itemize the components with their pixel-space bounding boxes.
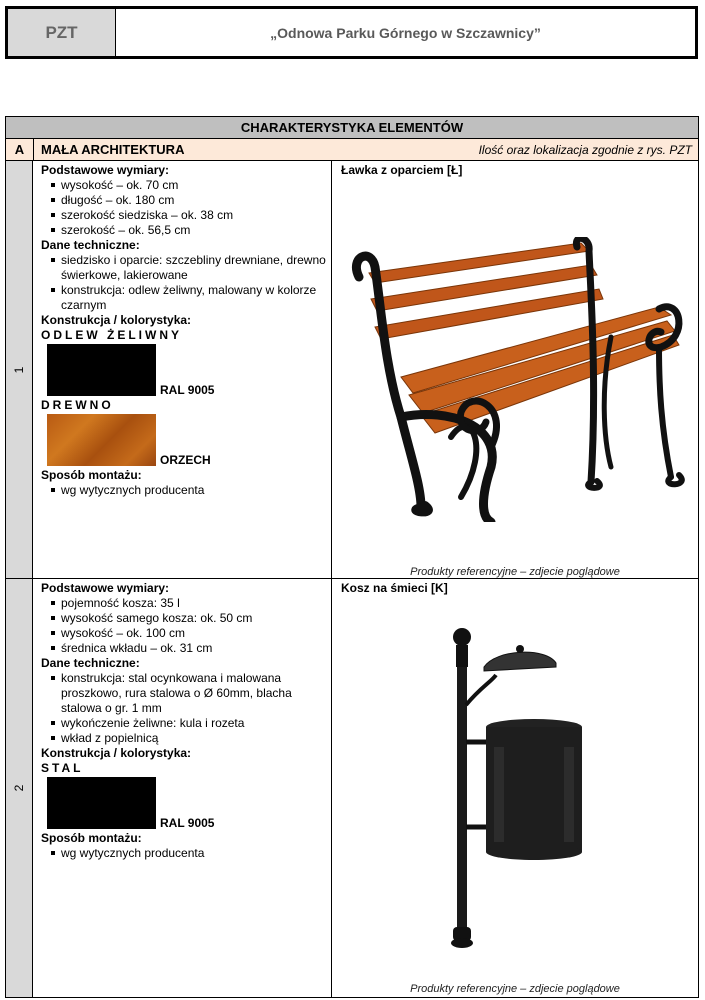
section-note: Ilość oraz lokalizacja zgodnie z rys. PZT	[478, 143, 692, 157]
mount-heading: Sposób montażu:	[41, 468, 142, 482]
material-name: STAL	[41, 761, 84, 775]
color-heading: Konstrukcja / kolorystyka:	[41, 313, 192, 327]
list-item: średnica wkładu – ok. 31 cm	[41, 641, 326, 656]
material-name: ODLEW ŻELIWNY	[41, 328, 182, 342]
row-number-cell	[6, 579, 33, 997]
project-title: „Odnowa Parku Górnego w Szczawnicy”	[270, 24, 541, 41]
color-swatch	[47, 344, 156, 396]
row-number-cell	[6, 161, 33, 578]
tech-heading: Dane techniczne:	[41, 656, 140, 670]
column-divider	[331, 161, 332, 997]
list-item: wkład z popielnicą	[41, 731, 326, 746]
color-heading: Konstrukcja / kolorystyka:	[41, 746, 192, 760]
list-item: wysokość – ok. 70 cm	[41, 178, 326, 193]
list-item: długość – ok. 180 cm	[41, 193, 326, 208]
bench-image	[341, 237, 691, 522]
dims-list	[41, 178, 326, 238]
row-number: 2	[12, 784, 26, 792]
image-caption: Produkty referencyjne – zdjecie poglądowe	[410, 983, 620, 995]
color-swatch	[47, 414, 156, 466]
dims-heading: Podstawowe wymiary:	[41, 163, 170, 177]
material-swatch-row	[47, 777, 326, 829]
bin-description	[41, 581, 326, 861]
elements-table	[5, 116, 699, 998]
bin-image	[436, 627, 586, 957]
image-caption: Produkty referencyjne – zdjecie poglądowe	[410, 566, 620, 578]
list-item: wysokość samego kosza: ok. 50 cm	[41, 611, 326, 626]
mount-list	[41, 846, 326, 861]
list-item: konstrukcja: stal ocynkowana i malowana proszkowo, rura stalowa o Ø 60mm, blacha stalowa o gr. 1 mm	[41, 671, 306, 716]
color-label: ORZECH	[160, 453, 211, 467]
dims-list	[41, 596, 326, 656]
color-swatch	[47, 777, 156, 829]
mount-heading: Sposób montażu:	[41, 831, 142, 845]
list-item: wg wytycznych producenta	[41, 483, 326, 498]
product-title: Ławka z oparciem [Ł]	[341, 163, 463, 177]
list-item: szerokość – ok. 56,5 cm	[41, 223, 326, 238]
list-item: siedzisko i oparcie: szczebliny drewniane, drewno świerkowe, lakierowane	[41, 253, 326, 283]
tech-list	[41, 253, 326, 313]
material-swatch-row	[47, 344, 326, 396]
material-swatch-row	[47, 414, 326, 466]
tech-list	[41, 671, 326, 746]
color-label: RAL 9005	[160, 816, 215, 830]
mount-list	[41, 483, 326, 498]
row-divider	[6, 578, 698, 579]
section-row	[6, 139, 698, 161]
list-item: pojemność kosza: 35 l	[41, 596, 326, 611]
list-item: szerokość siedziska – ok. 38 cm	[41, 208, 326, 223]
product-title: Kosz na śmieci [K]	[341, 581, 448, 595]
color-label: RAL 9005	[160, 383, 215, 397]
material-name: DREWNO	[41, 398, 114, 412]
drawing-code: PZT	[8, 9, 116, 56]
section-letter: A	[6, 139, 34, 160]
list-item: wg wytycznych producenta	[41, 846, 326, 861]
bench-description	[41, 163, 326, 498]
table-title: CHARAKTERYSTYKA ELEMENTÓW	[6, 117, 698, 139]
section-name: MAŁA ARCHITEKTURA	[41, 142, 185, 157]
list-item: wysokość – ok. 100 cm	[41, 626, 326, 641]
tech-heading: Dane techniczne:	[41, 238, 140, 252]
row-number: 1	[12, 366, 26, 373]
list-item: konstrukcja: odlew żeliwny, malowany w kolorze czarnym	[41, 283, 326, 313]
dims-heading: Podstawowe wymiary:	[41, 581, 170, 595]
list-item: wykończenie żeliwne: kula i rozeta	[41, 716, 326, 731]
document-header	[5, 6, 698, 59]
